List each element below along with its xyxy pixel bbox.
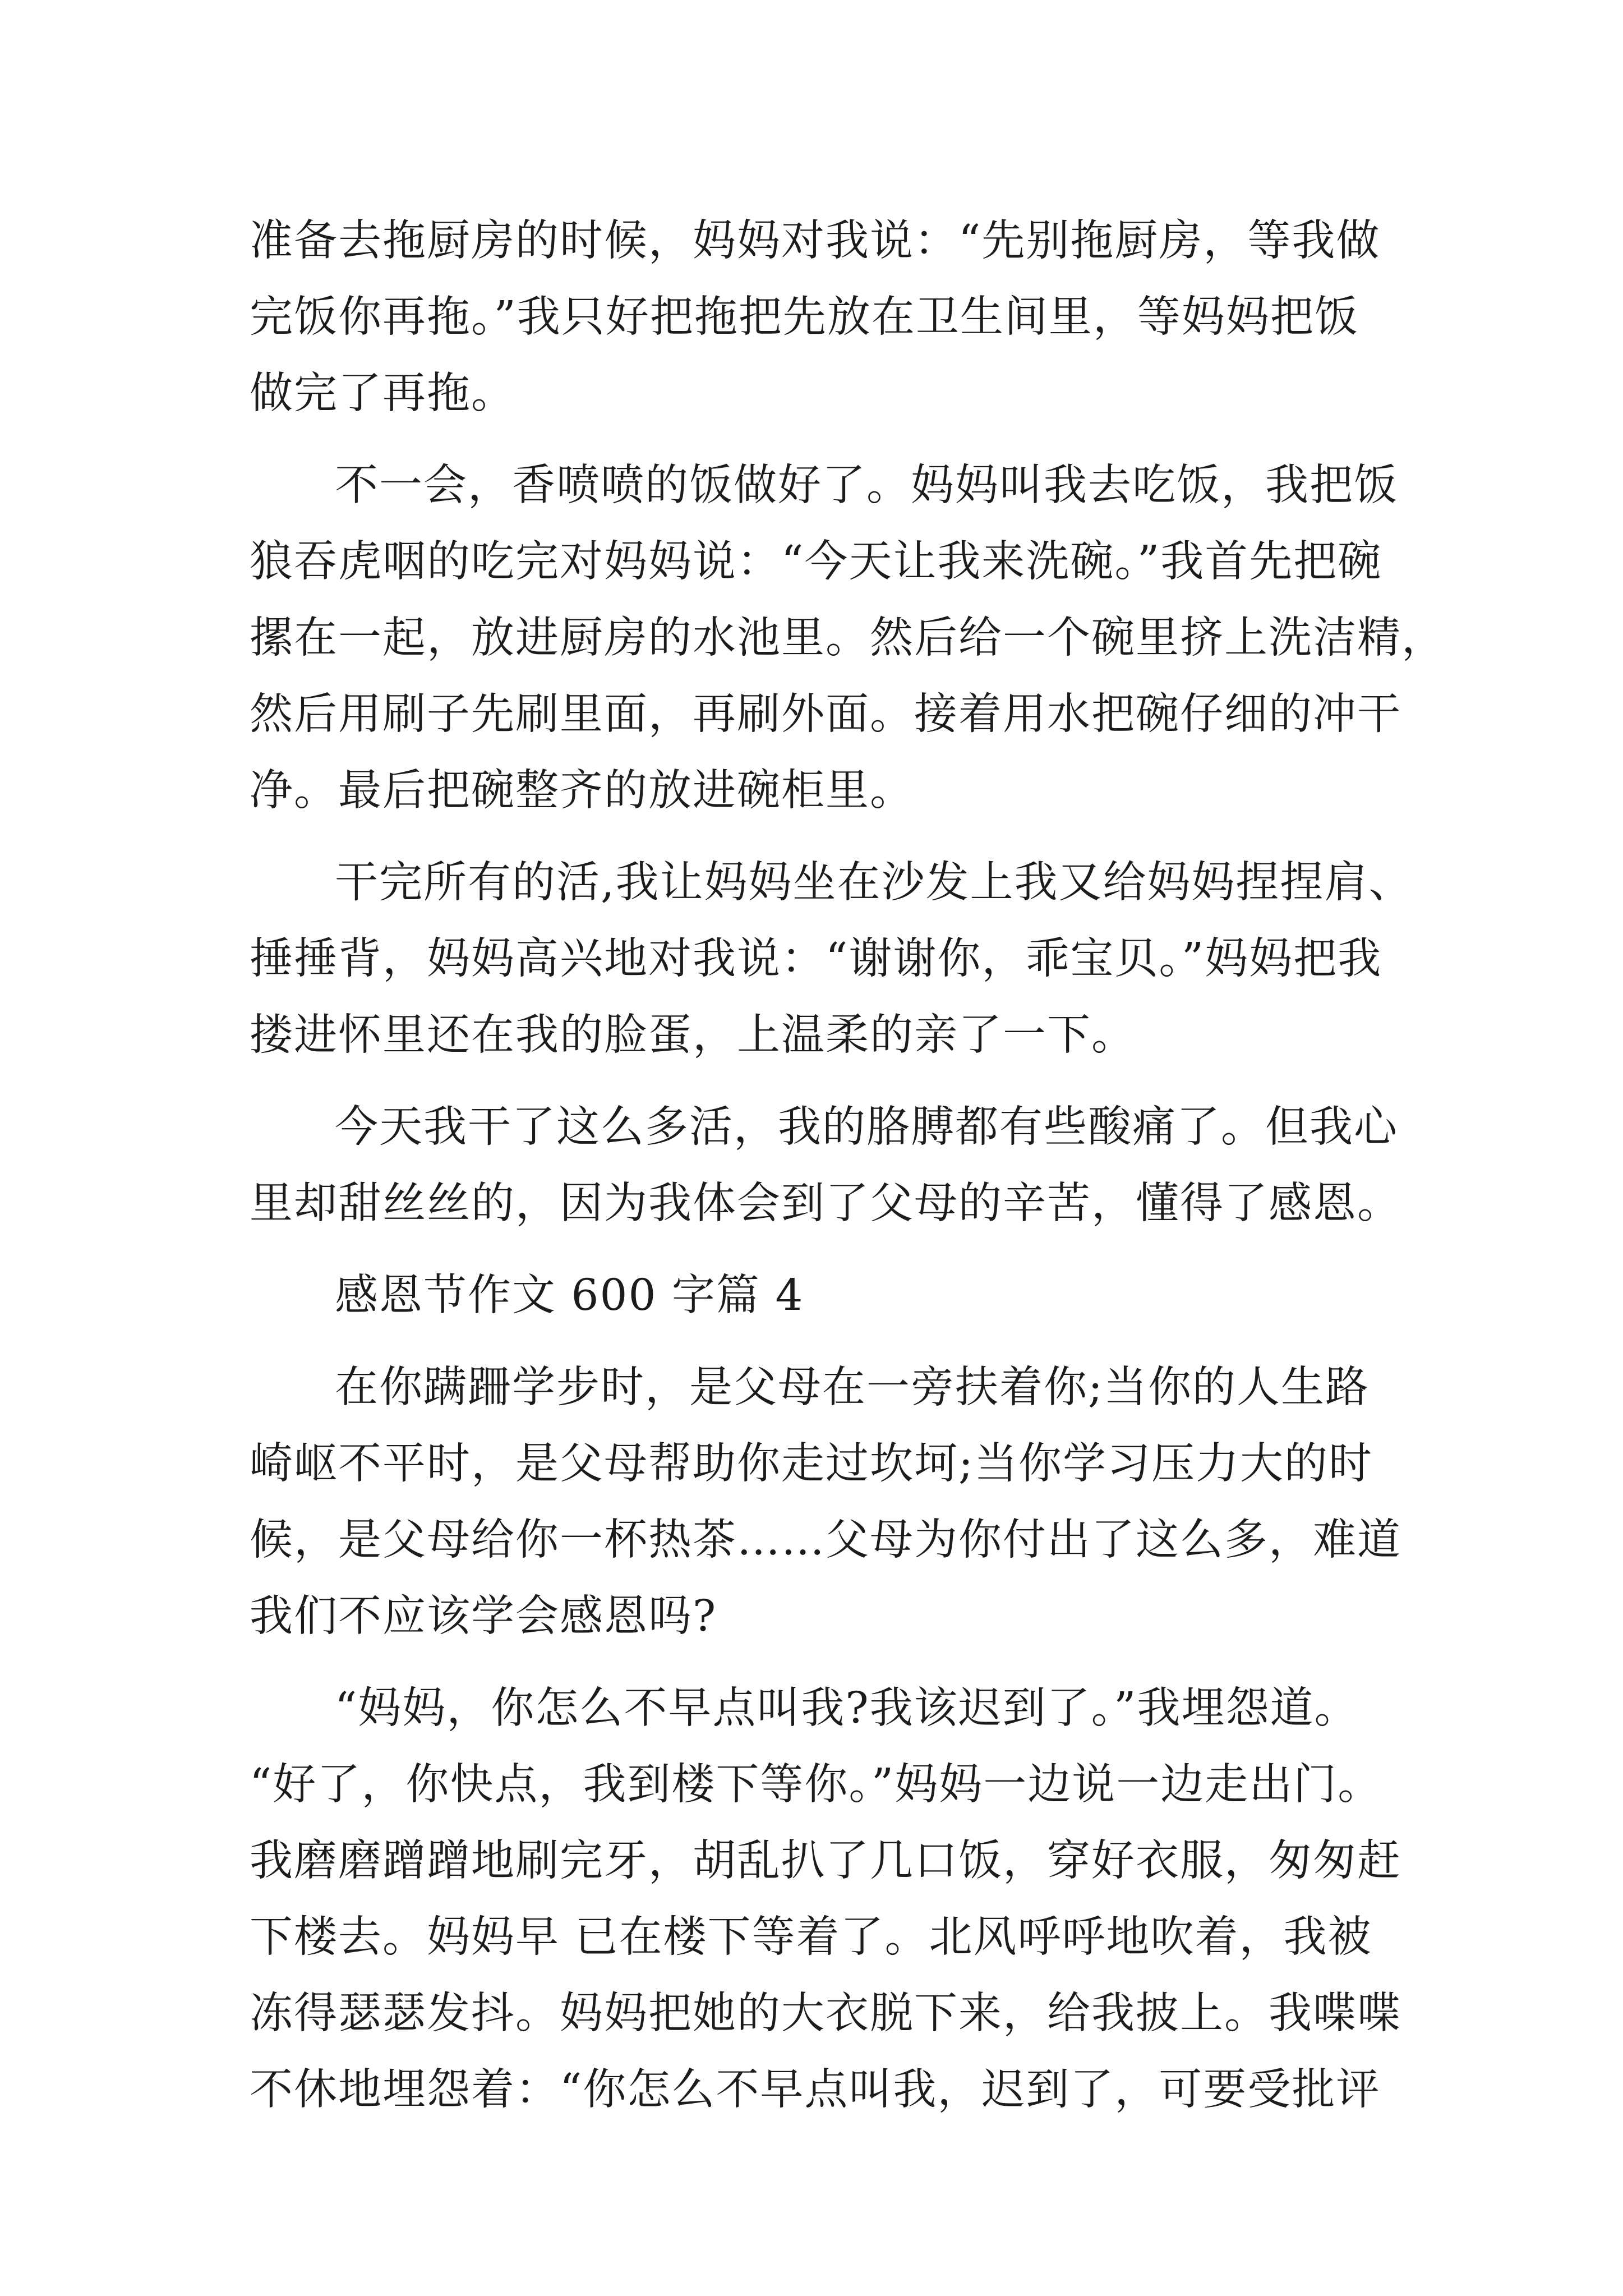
text-line: 下楼去。妈妈早 已在楼下等着了。北风呼呼地吹着，我被 — [250, 1912, 1372, 1962]
text-line: 我们不应该学会感恩吗? — [250, 1591, 717, 1641]
text-line: 我磨磨蹭蹭地刷完牙，胡乱扒了几口饭，穿好衣服，匆匆赶 — [250, 1836, 1401, 1886]
text-line: 候，是父母给你一杯热茶……父母为你付出了这么多，难道 — [250, 1515, 1401, 1565]
text-line: “好了，你快点，我到楼下等你。”妈妈一边说一边走出门。 — [250, 1760, 1382, 1810]
text-line: 不休地埋怨着：“你怎么不早点叫我，迟到了，可要受批评 — [250, 2065, 1381, 2115]
text-line: 完饭你再拖。”我只好把拖把先放在卫生间里，等妈妈把饭 — [250, 292, 1359, 342]
paragraph-first-line: “妈妈，你怎么不早点叫我?我该迟到了。”我埋怨道。 — [335, 1683, 1359, 1733]
text-line: 做完了再拖。 — [250, 369, 515, 418]
text-line: 摞在一起，放进厨房的水池里。然后给一个碗里挤上洗洁精， — [250, 613, 1446, 663]
paragraph-first-line: 今天我干了这么多活，我的胳膊都有些酸痛了。但我心 — [335, 1102, 1398, 1152]
text-line: 里却甜丝丝的，因为我体会到了父母的辛苦，懂得了感恩。 — [250, 1179, 1401, 1228]
section-heading: 感恩节作文 600 字篇 4 — [335, 1271, 804, 1320]
document-body — [250, 203, 1446, 2128]
text-line: 捶捶背，妈妈高兴地对我说：“谢谢你，乖宝贝。”妈妈把我 — [250, 934, 1382, 984]
text-line: 净。最后把碗整齐的放进碗柜里。 — [250, 766, 914, 816]
text-line: 然后用刷子先刷里面，再刷外面。接着用水把碗仔细的冲干 — [250, 689, 1401, 739]
paragraph-first-line: 不一会，香喷喷的饭做好了。妈妈叫我去吃饭，我把饭 — [335, 461, 1398, 510]
paragraph-first-line: 在你蹒跚学步时，是父母在一旁扶着你;当你的人生路 — [335, 1363, 1370, 1412]
text-line: 准备去拖厨房的时候，妈妈对我说：“先别拖厨房，等我做 — [250, 216, 1381, 266]
paragraph-first-line: 干完所有的活,我让妈妈坐在沙发上我又给妈妈捏捏肩、 — [335, 858, 1413, 908]
text-line: 狼吞虎咽的吃完对妈妈说：“今天让我来洗碗。”我首先把碗 — [250, 537, 1382, 587]
text-line: 搂进怀里还在我的脸蛋，上温柔的亲了一下。 — [250, 1010, 1136, 1060]
text-line: 冻得瑟瑟发抖。妈妈把她的大衣脱下来，给我披上。我喋喋 — [250, 1989, 1401, 2039]
text-line: 崎岖不平时，是父母帮助你走过坎坷;当你学习压力大的时 — [250, 1439, 1373, 1489]
